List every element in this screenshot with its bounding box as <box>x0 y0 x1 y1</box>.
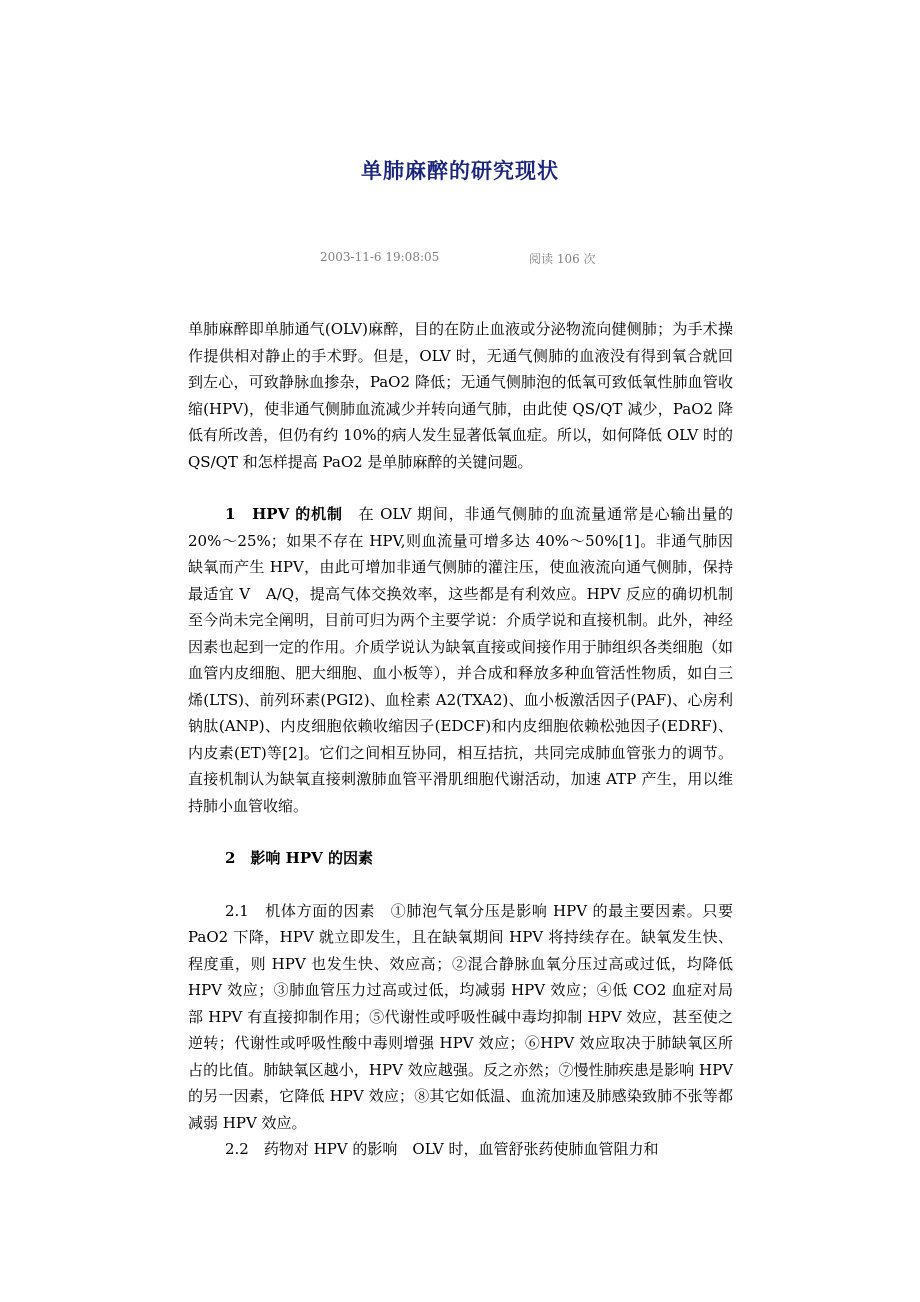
article-meta <box>0 250 920 268</box>
section-2-1-text: ①肺泡气氧分压是影响 HPV 的最主要因素。只要 PaO2 下降，HPV 就立即发生，且在缺氧期间 HPV 将持续存在。缺氧发生快、程度重，则 HPV 也发生快、效应高；②混合静脉血氧分压过高或过低，均降低 HPV 效应；③肺血管压力过高或过低，均减弱 HPV 效应；④低 CO2 血症对局部 HPV 有直接抑制作用；⑤代谢性或呼吸性碱中毒均抑制 HPV 效应，甚至使之逆转；代谢性或呼吸性酸中毒则增强 HPV 效应；⑥HPV 效应取决于肺缺氧区所占的比值。肺缺氧区越小，HPV 效应越强。反之亦然；⑦慢性肺疾患是影响 HPV 的另一因素，它降低 HPV 效应；⑧其它如低温、血流加速及肺感染致肺不张等都减弱 HPV 效应。 <box>188 901 734 1132</box>
section-1-heading: 1 HPV 的机制 <box>225 505 343 523</box>
section-1-paragraph <box>188 501 733 819</box>
article-title: 单肺麻醉的研究现状 <box>361 159 559 183</box>
section-2-2-paragraph <box>188 1136 733 1163</box>
paragraph-gap <box>188 872 733 898</box>
article-body <box>188 316 733 1163</box>
paragraph-gap <box>188 819 733 845</box>
section-2-heading: 2 影响 HPV 的因素 <box>225 849 373 867</box>
read-count: 阅读 106 次 <box>529 252 596 266</box>
section-2-2-text: OLV 时，血管舒张药使肺血管阻力和 <box>397 1140 659 1158</box>
section-2-1-paragraph <box>188 898 733 1137</box>
section-2-2-label: 2.2 药物对 HPV 的影响 <box>225 1140 398 1158</box>
section-1-text: 在 OLV 期间，非通气侧肺的血流量通常是心输出量的 20%～25%；如果不存在 HPV,则血流量可增多达 40%～50%[1]。非通气肺因缺氧而产生 HPV，由此可增加非通气侧肺的灌注压，使血液流向通气侧肺，保持最适宜 V A/Q，提高气体交换效率，这些都是有利效应。HPV 反应的确切机制至今尚未完全阐明，目前可归为两个主要学说：介质学说和直接机制。此外，神经因素也起到一定的作用。介质学说认为缺氧直接或间接作用于肺组织各类细胞（如血管内皮细胞、肥大细胞、血小板等），并合成和释放多种血管活性物质，如白三烯(LTS)、前列环素(PGI2)、血栓素 A2(TXA2)、血小板激活因子(PAF)、心房利钠肽(ANP)、内皮细胞依赖收缩因子(EDCF)和内皮细胞依赖松弛因子(EDRF)、内皮素(ET)等[2]。它们之间相互协同，相互拮抗，共同完成肺血管张力的调节。直接机制认为缺氧直接刺激肺血管平滑肌细胞代谢活动，加速 ATP 产生，用以维持肺小血管收缩。 <box>188 505 733 815</box>
intro-paragraph: 单肺麻醉即单肺通气(OLV)麻醉，目的在防止血液或分泌物流向健侧肺；为手术操作提供相对静止的手术野。但是，OLV 时，无通气侧肺的血液没有得到氧合就回到左心，可致静脉血掺杂，PaO2 降低；无通气侧肺泡的低氧可致低氧性肺血管收缩(HPV)，使非通气侧肺血流减少并转向通气肺，由此使 QS/QT 减少，PaO2 降低有所改善，但仍有约 10%的病人发生显著低氧血症。所以，如何降低 OLV 时的 QS/QT 和怎样提高 PaO2 是单肺麻醉的关键问题。 <box>188 320 733 471</box>
publish-date: 2003-11-6 19:08:05 <box>320 250 440 264</box>
paragraph-gap <box>188 475 733 501</box>
section-2-1-label: 2.1 机体方面的因素 <box>225 901 376 920</box>
